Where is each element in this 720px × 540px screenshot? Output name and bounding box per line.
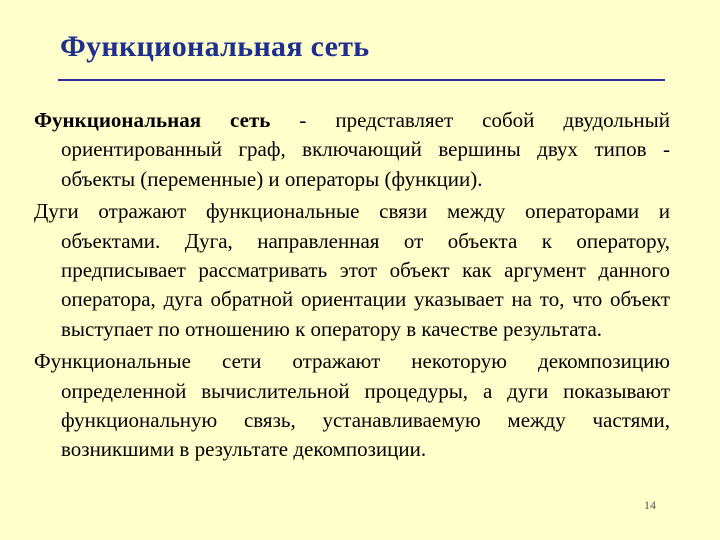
slide-body [34, 106, 670, 468]
paragraph-text: - представляет собой двудольный ориентированный граф, включающий вершины двух типов - объекты (переменные) и операторы (функции). [61, 108, 670, 191]
slide-title: Функциональная сеть [60, 30, 370, 63]
paragraph-decomposition [34, 347, 670, 465]
paragraph-text: Функциональные сети отражают некоторую декомпозицию определенной вычислительной процедуры, а дуги показывают функциональную связь, устанавливаемую между частями, возникшими в результате декомпозиции. [34, 349, 670, 462]
paragraph-definition [34, 106, 670, 194]
paragraph-lead-term: Функциональная сеть [34, 108, 271, 132]
page-number: 14 [644, 498, 656, 512]
paragraph-text: Дуги отражают функциональные связи между операторами и объектами. Дуга, направленная от объекта к оператору, предписывает рассматривать этот объект как аргумент данного оператора, дуга обратной ориентации указывает на то, что объект выступает по отношению к оператору в качестве результата. [34, 199, 670, 341]
paragraph-arcs [34, 197, 670, 344]
title-underline [58, 79, 665, 81]
